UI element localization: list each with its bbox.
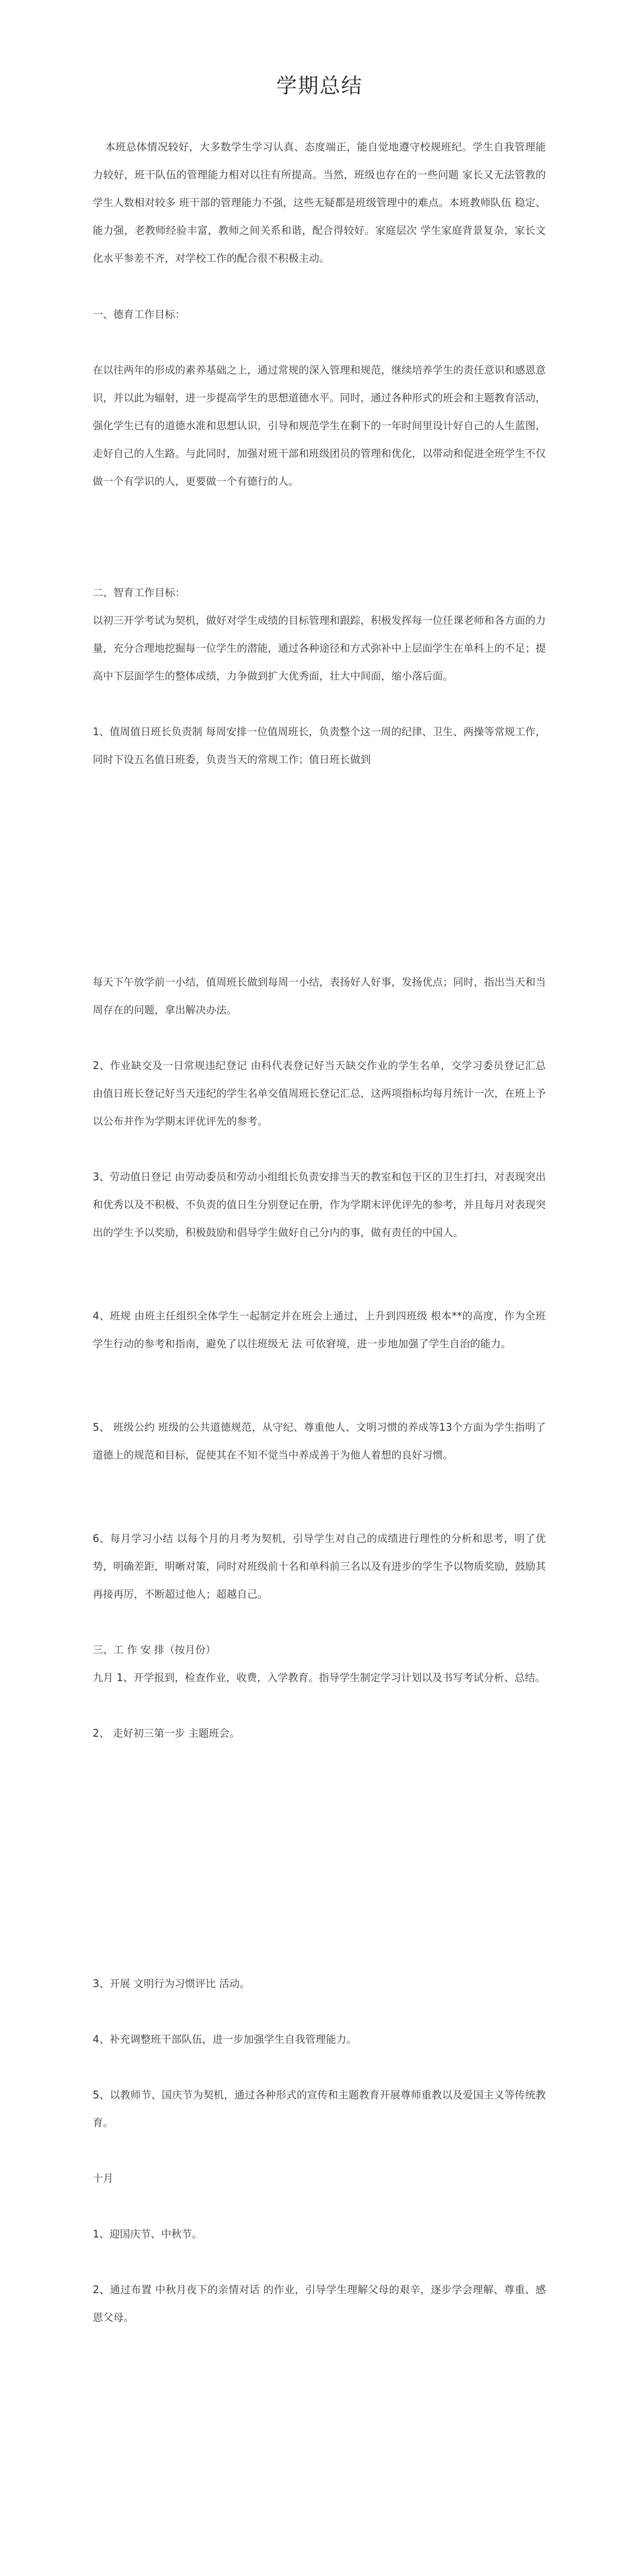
paragraph-item-6: 6、每月学习小结 以每个月的月考为契机，引导学生对自己的成绩进行理性的分析和思考，明了优势，明确差距，明晰对策，同时对班级前十名和单科前三名以及有进步的学生予以物质奖励，鼓励其再接再厉，不断超过他人；超越自己。: [93, 1532, 546, 1600]
heading-october: 十月: [93, 2172, 113, 2184]
heading-moral-education: 一、德育工作目标：: [93, 308, 185, 320]
paragraph-item-2: 2、作业缺交及一日常规违纪登记 由科代表登记好当天缺交作业的学生名单，交学习委员登记汇总 由值日班长登记好当天违纪的学生名单交值周班长登记汇总，这两项指标均每月统计一次，在班上予以公布并作为学期末评优评先的参考。: [93, 1059, 546, 1127]
paragraph-october-2: 2、通过布置 中秋月夜下的亲情对话 的作业，引导学生理解父母的艰辛，逐步学会理解、尊重、感恩父母。: [93, 2283, 546, 2324]
paragraph-september-3: 3、开展 文明行为习惯评比 活动。: [93, 1977, 250, 1990]
paragraph-overview: 本班总体情况较好，大多数学生学习认真、态度端正，能自觉地遵守校规班纪。学生自我管理能力较好，班干队伍的管理能力相对以往有所提高。当然，班级也存在的一些问题 家长又无法管教的学生人数相对较多 班干部的管理能力不强，这些无疑都是班级管理中的难点。本班教师队伍 稳定、能力强，老教师经验丰富，教师之间关系和谐，配合得较好。家庭层次 学生家庭背景复杂，家长文化水平参差不齐，对学校工作的配合很不积极主动。: [93, 141, 546, 264]
paragraph-item-4: 4、班规 由班主任组织全体学生一起制定并在班会上通过，上升到四班级 根本**的高度，作为全班学生行动的参考和指南，避免了以往班级无 法 可依窘境，进一步地加强了学生自治的能力。: [93, 1310, 546, 1350]
paragraph-september-5: 5、以教师节、国庆节为契机，通过各种形式的宣传和主题教育开展尊师重教以及爱国主义等传统教育。: [93, 2089, 546, 2129]
paragraph-item-1: 1、值周值日班长负责制 每周安排一位值周班长，负责整个这一周的纪律、卫生、两操等常规工作，同时下设五名值日班委，负责当天的常规工作；值日班长做到: [93, 725, 546, 766]
paragraph-september-2: 2、 走好初三第一步 主题班会。: [93, 1727, 240, 1739]
paragraph-october-1: 1、迎国庆节、中秋节。: [93, 2228, 202, 2240]
paragraph-moral-goals: 在以往两年的形成的素养基础之上，通过常规的深入管理和规范，继续培养学生的责任意识和感恩意识，并以此为辐射，进一步提高学生的思想道德水平。同时，通过各种形式的班会和主题教育活动，强化学生已有的道德水准和思想认识，引导和规范学生在剩下的一年时间里设计好自己的人生蓝图，走好自己的人生路。与此同时，加强对班干部和班级团员的管理和优化，以带动和促进全班学生不仅做一个有学识的人，更要做一个有德行的人。: [93, 364, 546, 487]
paragraph-intellectual-goals: 以初三开学考试为契机，做好对学生成绩的目标管理和跟踪，积极发挥每一位任课老师和各方面的力量，充分合理地挖掘每一位学生的潜能，通过各种途径和方式弥补中上层面学生在单科上的不足；提高中下层面学生的整体成绩，力争做到扩大优秀面，壮大中间面，缩小落后面。: [93, 614, 546, 682]
heading-intellectual-education: 二、智育工作目标：: [93, 586, 185, 599]
paragraph-september-4: 4、补充调整班干部队伍，进一步加强学生自我管理能力。: [93, 2033, 357, 2045]
paragraph-item-1-cont: 每天下午放学前一小结，值周班长做到每周一小结，表扬好人好事，发扬优点；同时，指出当天和当周存在的问题，拿出解决办法。: [93, 976, 546, 1016]
paragraph-item-3: 3、劳动值日登记 由劳动委员和劳动小组组长负责安排当天的教室和包干区的卫生打扫，对表现突出和优秀以及不积极、不负责的值日生分别登记在册，作为学期末评优评先的参考，并且每月对表现突出的学生予以奖励，积极鼓励和倡导学生做好自己分内的事，做有责任的中国人。: [93, 1171, 546, 1239]
paragraph-item-5: 5、 班级公约 班级的公共道德规范，从守纪、尊重他人、文明习惯的养成等13个方面为学生指明了道德上的规范和目标，促使其在不知不觉当中养成善于为他人着想的良好习惯。: [93, 1421, 546, 1461]
paragraph-september-1: 九月 1、开学报到，检查作业，收费，入学教育。指导学生制定学习计划以及书写考试分析、总结。: [93, 1671, 546, 1684]
document-title: 学期总结: [276, 74, 363, 98]
heading-work-schedule: 三、工 作 安 排（按月份）: [93, 1643, 216, 1656]
